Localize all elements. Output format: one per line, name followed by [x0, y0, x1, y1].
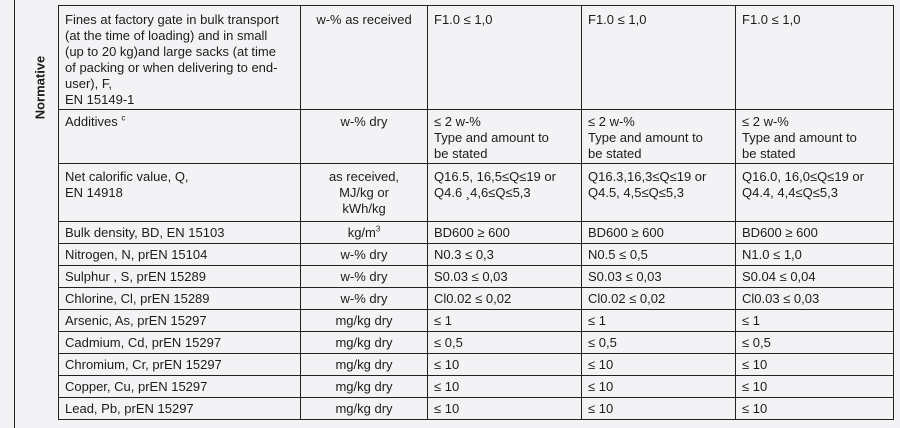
value-cell: ≤ 10 [736, 354, 894, 376]
unit-superscript: 3 [375, 224, 381, 234]
value-cell: N1.0 ≤ 1,0 [736, 244, 894, 266]
property-cell: Arsenic, As, prEN 15297 [59, 310, 301, 332]
left-border-line [14, 0, 15, 428]
table-row [59, 288, 894, 310]
table-row [59, 222, 894, 244]
property-cell: Copper, Cu, prEN 15297 [59, 376, 301, 398]
table-row [59, 244, 894, 266]
property-cell: Fines at factory gate in bulk transport (at the time of loading) and in small (up to 20 kg)and large sacks (at time of packing or when delivering to end- user), F, EN 15149-1 [59, 6, 301, 110]
unit-cell: mg/kg dry [301, 310, 428, 332]
unit-cell: as received, MJ/kg or kWh/kg [301, 164, 428, 222]
value-cell: Cl0.03 ≤ 0,03 [736, 288, 894, 310]
property-cell: Chlorine, Cl, prEN 15289 [59, 288, 301, 310]
value-cell: S0.03 ≤ 0,03 [582, 266, 736, 288]
value-cell: N0.5 ≤ 0,5 [582, 244, 736, 266]
unit-cell: mg/kg dry [301, 376, 428, 398]
value-cell: F1.0 ≤ 1,0 [736, 6, 894, 110]
table-row [59, 354, 894, 376]
unit-text: kg/m [347, 225, 376, 240]
unit-cell: mg/kg dry [301, 332, 428, 354]
value-cell: Cl0.02 ≤ 0,02 [582, 288, 736, 310]
property-cell: Net calorific value, Q, EN 14918 [59, 164, 301, 222]
value-cell: ≤ 0,5 [736, 332, 894, 354]
table-row [59, 310, 894, 332]
unit-cell: w-% dry [301, 244, 428, 266]
value-cell: Q16.3,16,3≤Q≤19 or Q4.5, 4,5≤Q≤5,3 [582, 164, 736, 222]
value-cell: ≤ 10 [582, 376, 736, 398]
table-row [59, 110, 894, 164]
value-cell: ≤ 10 [736, 398, 894, 420]
table-row [59, 164, 894, 222]
property-cell: Bulk density, BD, EN 15103 [59, 222, 301, 244]
value-cell: S0.03 ≤ 0,03 [428, 266, 582, 288]
value-cell: ≤ 0,5 [582, 332, 736, 354]
value-cell: ≤ 2 w-% Type and amount to be stated [582, 110, 736, 164]
property-cell [59, 110, 301, 164]
value-cell: N0.3 ≤ 0,3 [428, 244, 582, 266]
unit-cell: w-% dry [301, 110, 428, 164]
value-cell: BD600 ≥ 600 [582, 222, 736, 244]
value-cell: F1.0 ≤ 1,0 [428, 6, 582, 110]
table-row [59, 376, 894, 398]
property-cell: Chromium, Cr, prEN 15297 [59, 354, 301, 376]
value-cell: ≤ 10 [428, 354, 582, 376]
value-cell: F1.0 ≤ 1,0 [582, 6, 736, 110]
value-cell: S0.04 ≤ 0,04 [736, 266, 894, 288]
property-cell: Nitrogen, N, prEN 15104 [59, 244, 301, 266]
unit-cell: w-% as received [301, 6, 428, 110]
value-cell: BD600 ≥ 600 [428, 222, 582, 244]
section-label [22, 28, 58, 428]
table-row [59, 6, 894, 110]
value-cell: ≤ 10 [428, 398, 582, 420]
value-cell: ≤ 2 w-% Type and amount to be stated [428, 110, 582, 164]
specification-table [58, 5, 894, 420]
value-cell: ≤ 10 [736, 376, 894, 398]
value-cell: ≤ 0,5 [428, 332, 582, 354]
property-cell: Sulphur , S, prEN 15289 [59, 266, 301, 288]
unit-cell: w-% dry [301, 266, 428, 288]
value-cell: Cl0.02 ≤ 0,02 [428, 288, 582, 310]
unit-cell: mg/kg dry [301, 398, 428, 420]
value-cell: Q16.0, 16,0≤Q≤19 or Q4.4, 4,4≤Q≤5,3 [736, 164, 894, 222]
section-label-text: Normative [32, 55, 48, 120]
value-cell: ≤ 10 [582, 354, 736, 376]
property-cell: Cadmium, Cd, prEN 15297 [59, 332, 301, 354]
property-text: Additives [65, 114, 118, 129]
value-cell: ≤ 2 w-% Type and amount to be stated [736, 110, 894, 164]
table-row [59, 266, 894, 288]
value-cell: ≤ 10 [582, 398, 736, 420]
value-cell: ≤ 10 [428, 376, 582, 398]
property-cell: Lead, Pb, prEN 15297 [59, 398, 301, 420]
value-cell: BD600 ≥ 600 [736, 222, 894, 244]
unit-cell: mg/kg dry [301, 354, 428, 376]
value-cell: Q16.5, 16,5≤Q≤19 or Q4.6 ¸4,6≤Q≤5,3 [428, 164, 582, 222]
table-row [59, 398, 894, 420]
footnote-marker: c [121, 113, 126, 123]
unit-cell [301, 222, 428, 244]
value-cell: ≤ 1 [582, 310, 736, 332]
table-row [59, 332, 894, 354]
value-cell: ≤ 1 [428, 310, 582, 332]
value-cell: ≤ 1 [736, 310, 894, 332]
unit-cell: w-% dry [301, 288, 428, 310]
